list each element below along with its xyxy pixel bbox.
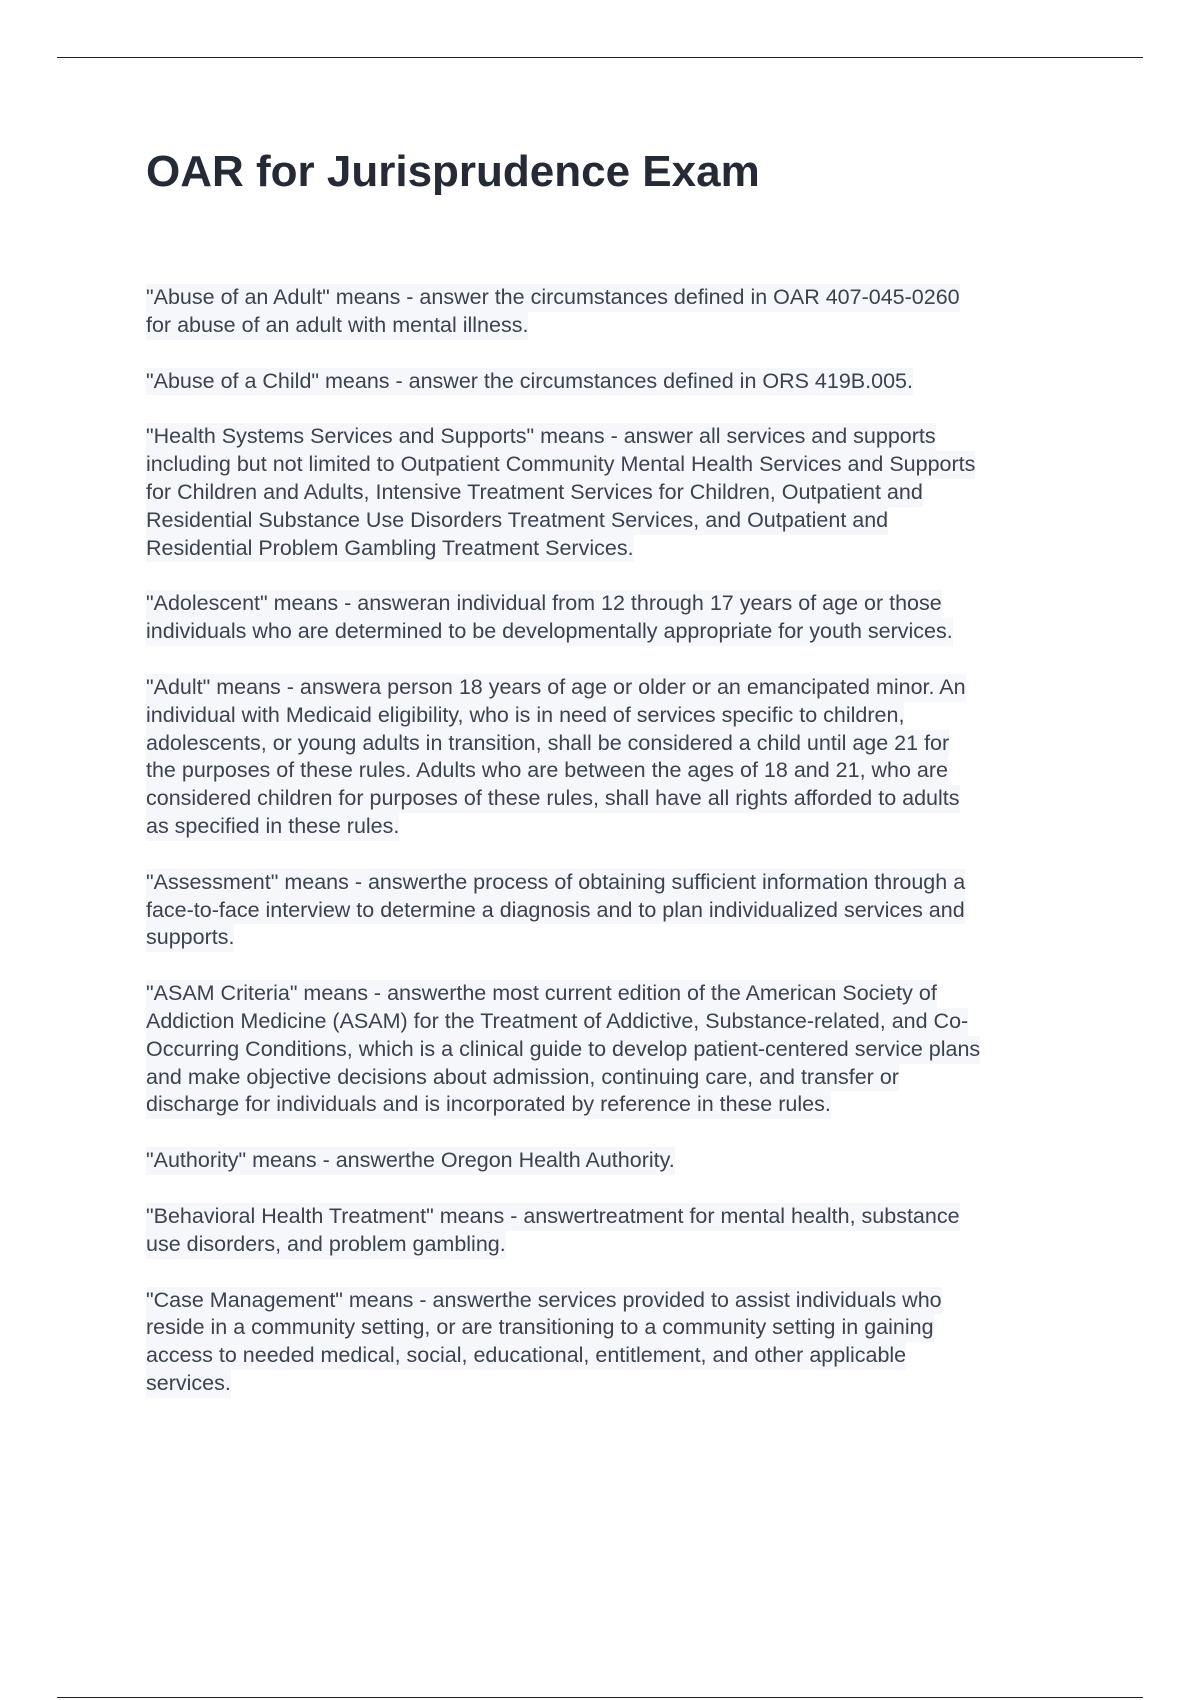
definition-line: for Children and Adults, Intensive Treatment Services for Children, Outpatient and (146, 479, 923, 507)
definition-entry-behavioral-health-treatment (146, 1203, 1146, 1259)
definition-entry-adult (146, 674, 1146, 841)
definition-line: supports. (146, 924, 234, 952)
definition-line: services. (146, 1370, 231, 1398)
definition-entry-assessment (146, 869, 1146, 952)
definition-line: as specified in these rules. (146, 813, 399, 841)
definition-line: for abuse of an adult with mental illness. (146, 312, 528, 340)
definition-entry-abuse-of-child (146, 368, 1146, 396)
definition-line: discharge for individuals and is incorporated by reference in these rules. (146, 1091, 831, 1119)
definition-line: access to needed medical, social, educational, entitlement, and other applicable (146, 1342, 906, 1370)
definition-list (146, 284, 1146, 1426)
definition-line: "ASAM Criteria" means - answerthe most current edition of the American Society of (146, 980, 937, 1008)
definition-line: considered children for purposes of these rules, shall have all rights afforded to adults (146, 785, 960, 813)
definition-entry-health-systems-services (146, 423, 1146, 562)
definition-line: Addiction Medicine (ASAM) for the Treatment of Addictive, Substance-related, and Co- (146, 1008, 968, 1036)
definition-line: "Behavioral Health Treatment" means - answertreatment for mental health, substance (146, 1203, 960, 1231)
definition-line: "Adult" means - answera person 18 years of age or older or an emancipated minor. An (146, 674, 966, 702)
top-rule (57, 57, 1143, 58)
definition-line: "Health Systems Services and Supports" means - answer all services and supports (146, 423, 936, 451)
definition-line: the purposes of these rules. Adults who are between the ages of 18 and 21, who are (146, 757, 948, 785)
definition-line: and make objective decisions about admission, continuing care, and transfer or (146, 1064, 899, 1092)
definition-line: face-to-face interview to determine a diagnosis and to plan individualized services and (146, 897, 965, 925)
definition-line: individual with Medicaid eligibility, who is in need of services specific to children, (146, 702, 904, 730)
definition-line: Residential Problem Gambling Treatment Services. (146, 535, 634, 563)
document-title: OAR for Jurisprudence Exam (146, 147, 760, 196)
definition-line: use disorders, and problem gambling. (146, 1231, 506, 1259)
definition-line: adolescents, or young adults in transition, shall be considered a child until age 21 for (146, 730, 949, 758)
definition-line: including but not limited to Outpatient Community Mental Health Services and Supports (146, 451, 975, 479)
definition-line: "Case Management" means - answerthe services provided to assist individuals who (146, 1287, 942, 1315)
definition-entry-asam-criteria (146, 980, 1146, 1119)
definition-entry-case-management (146, 1287, 1146, 1398)
definition-line: "Abuse of an Adult" means - answer the circumstances defined in OAR 407-045-0260 (146, 284, 960, 312)
bottom-rule (57, 1697, 1143, 1698)
definition-line: "Adolescent" means - answeran individual from 12 through 17 years of age or those (146, 590, 942, 618)
definition-line: "Authority" means - answerthe Oregon Health Authority. (146, 1147, 675, 1175)
definition-line: individuals who are determined to be developmentally appropriate for youth services. (146, 618, 953, 646)
definition-entry-abuse-of-adult (146, 284, 1146, 340)
definition-line: Occurring Conditions, which is a clinical guide to develop patient-centered service plans (146, 1036, 980, 1064)
definition-line: "Assessment" means - answerthe process of obtaining sufficient information through a (146, 869, 965, 897)
definition-entry-adolescent (146, 590, 1146, 646)
definition-line: "Abuse of a Child" means - answer the circumstances defined in ORS 419B.005. (146, 368, 913, 396)
definition-line: reside in a community setting, or are transitioning to a community setting in gaining (146, 1314, 934, 1342)
definition-entry-authority (146, 1147, 1146, 1175)
definition-line: Residential Substance Use Disorders Treatment Services, and Outpatient and (146, 507, 888, 535)
